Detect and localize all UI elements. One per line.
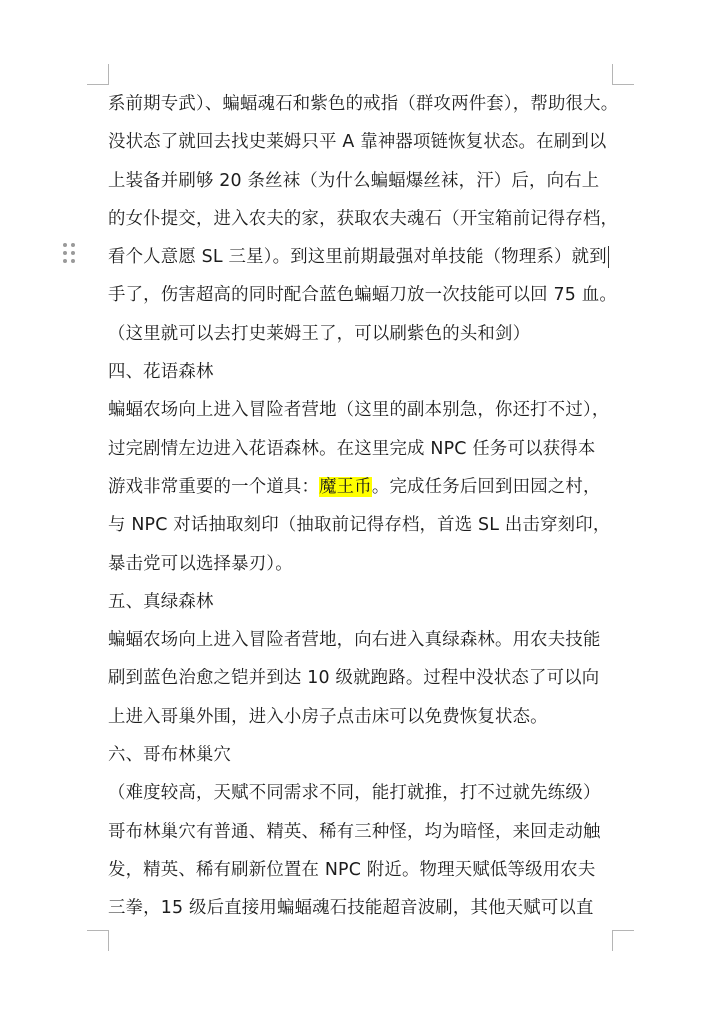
paragraph-line: 手了，伤害超高的同时配合蓝色蝙蝠刀放一次技能可以回 75 血。: [108, 285, 617, 306]
paragraph-line: 系前期专武）、蝙蝠魂石和紫色的戒指（群攻两件套），帮助很大。: [108, 94, 619, 114]
paragraph-line: 暴击党可以选择暴刃）。: [108, 553, 293, 574]
section-heading: 五、真绿森林: [108, 591, 214, 612]
line-segment: 。完成任务后回到田园之村，: [371, 476, 601, 497]
crop-mark-top-left: [87, 64, 109, 85]
paragraph-line: （难度较高，天赋不同需求不同，能打就推，打不过就先练级）: [108, 783, 601, 804]
paragraph-line: 蝙蝠农场向上进入冒险者营地，向右进入真绿森林。用农夫技能: [108, 630, 601, 651]
text-caret: [608, 246, 609, 268]
crop-mark-bottom-left: [87, 930, 109, 951]
paragraph-line: 上进入哥巢外围，进入小房子点击床可以免费恢复状态。: [108, 706, 548, 727]
section-heading: 六、哥布林巢穴: [108, 745, 232, 766]
crop-mark-top-right: [612, 64, 634, 85]
crop-mark-bottom-right: [612, 930, 634, 951]
paragraph-line: 上装备并刷够 20 条丝袜（为什么蝙蝠爆丝袜，汗）后，向右上: [108, 170, 600, 191]
paragraph-line: 发，精英、稀有刷新位置在 NPC 附近。物理天赋低等级用农夫: [108, 859, 596, 880]
paragraph-line-with-highlight: [108, 468, 618, 506]
paragraph-line: 蝙蝠农场向上进入冒险者营地（这里的副本别急，你还打不过），: [108, 400, 610, 421]
paragraph-line-with-caret: [108, 238, 618, 276]
paragraph-line: 刷到蓝色治愈之铠并到达 10 级就跑路。过程中没状态了可以向: [108, 668, 600, 689]
paragraph-line: 的女仆提交，进入农夫的家，获取农夫魂石（开宝箱前记得存档，: [108, 208, 619, 229]
section-heading: 四、花语森林: [108, 362, 214, 383]
paragraph-line: （这里就可以去打史莱姆王了，可以刷紫色的头和剑）: [108, 323, 531, 344]
highlighted-term: 魔王币: [319, 476, 372, 497]
paragraph-line: 三拳，15 级后直接用蝙蝠魂石技能超音波刷，其他天赋可以直: [108, 898, 594, 919]
paragraph-line: 哥布林巢穴有普通、精英、稀有三种怪，均为暗怪，来回走动触: [108, 821, 601, 842]
paragraph-line: 与 NPC 对话抽取刻印（抽取前记得存档，首选 SL 出击穿刻印，: [108, 515, 611, 536]
drag-handle-icon[interactable]: [63, 243, 77, 265]
paragraph-line-text: 看个人意愿 SL 三星）。到这里前期最强对单技能（物理系）就到: [108, 247, 607, 268]
paragraph-line: 过完剧情左边进入花语森林。在这里完成 NPC 任务可以获得本: [108, 438, 596, 459]
document-body[interactable]: [108, 85, 618, 928]
paragraph-line: 没状态了就回去找史莱姆只平 A 靠神器项链恢复状态。在刷到以: [108, 132, 607, 153]
line-segment: 游戏非常重要的一个道具：: [108, 476, 320, 497]
